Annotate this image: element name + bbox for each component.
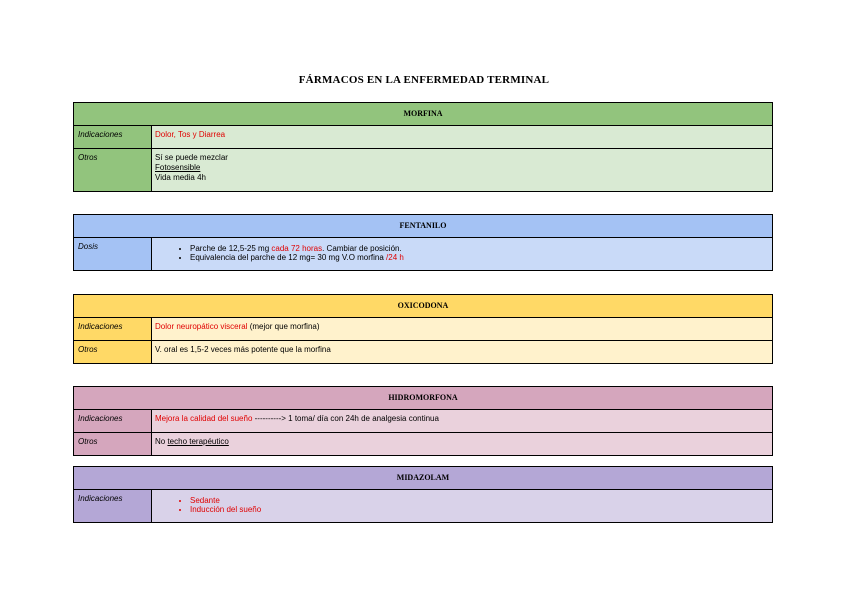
otros-line: Fotosensible [155,163,201,172]
indicaciones-label: Indicaciones [74,318,152,340]
indicacion-bullet: • Inducción del sueño [190,505,772,514]
otros-label: Otros [74,149,152,191]
indicacion-bullet: • Sedante [190,496,772,505]
hidromorfona-indicaciones-value: Mejora la calidad del sueño ----------> 1 toma/ día con 24h de analgesia continua [152,410,772,432]
oxicodona-header: OXICODONA [74,295,772,318]
midazolam-header: MIDAZOLAM [74,467,772,490]
hidromorfona-table [73,386,773,456]
otros-label: Otros [74,433,152,455]
indicaciones-label: Indicaciones [74,490,152,522]
otros-label: Otros [74,341,152,363]
hidromorfona-otros-value: No techo terapéutico [152,433,772,455]
indicaciones-label: Indicaciones [74,410,152,432]
oxicodona-otros-value: V. oral es 1,5-2 veces más potente que la morfina [152,341,772,363]
oxicodona-indicaciones-value: Dolor neuropático visceral (mejor que morfina) [152,318,772,340]
morfina-header: MORFINA [74,103,772,126]
otros-line: Vida media 4h [155,173,206,182]
morfina-otros-row [74,149,772,191]
dosis-bullet: • Equivalencia del parche de 12 mg= 30 mg V.O morfina /24 h [190,253,772,262]
morfina-otros-value [152,149,772,191]
fentanilo-header: FENTANILO [74,215,772,238]
midazolam-indicaciones-value [152,490,772,522]
hidromorfona-otros-row [74,433,772,455]
indicaciones-label: Indicaciones [74,126,152,148]
dosis-label: Dosis [74,238,152,270]
oxicodona-table [73,294,773,364]
hidromorfona-header: HIDROMORFONA [74,387,772,410]
dosis-bullet: • Parche de 12,5-25 mg cada 72 horas. Cambiar de posición. [190,244,772,253]
morfina-indicaciones-value: Dolor, Tos y Diarrea [152,126,772,148]
page-title: FÁRMACOS EN LA ENFERMEDAD TERMINAL [298,74,550,86]
morfina-table [73,102,773,192]
fentanilo-dosis-row [74,238,772,270]
hidromorfona-indicaciones-row [74,410,772,433]
oxicodona-otros-row [74,341,772,363]
otros-line: Sí se puede mezclar [155,153,228,162]
fentanilo-dosis-value [152,238,772,270]
oxicodona-indicaciones-row [74,318,772,341]
fentanilo-table [73,214,773,271]
midazolam-indicaciones-row [74,490,772,522]
midazolam-table [73,466,773,523]
morfina-indicaciones-row [74,126,772,149]
